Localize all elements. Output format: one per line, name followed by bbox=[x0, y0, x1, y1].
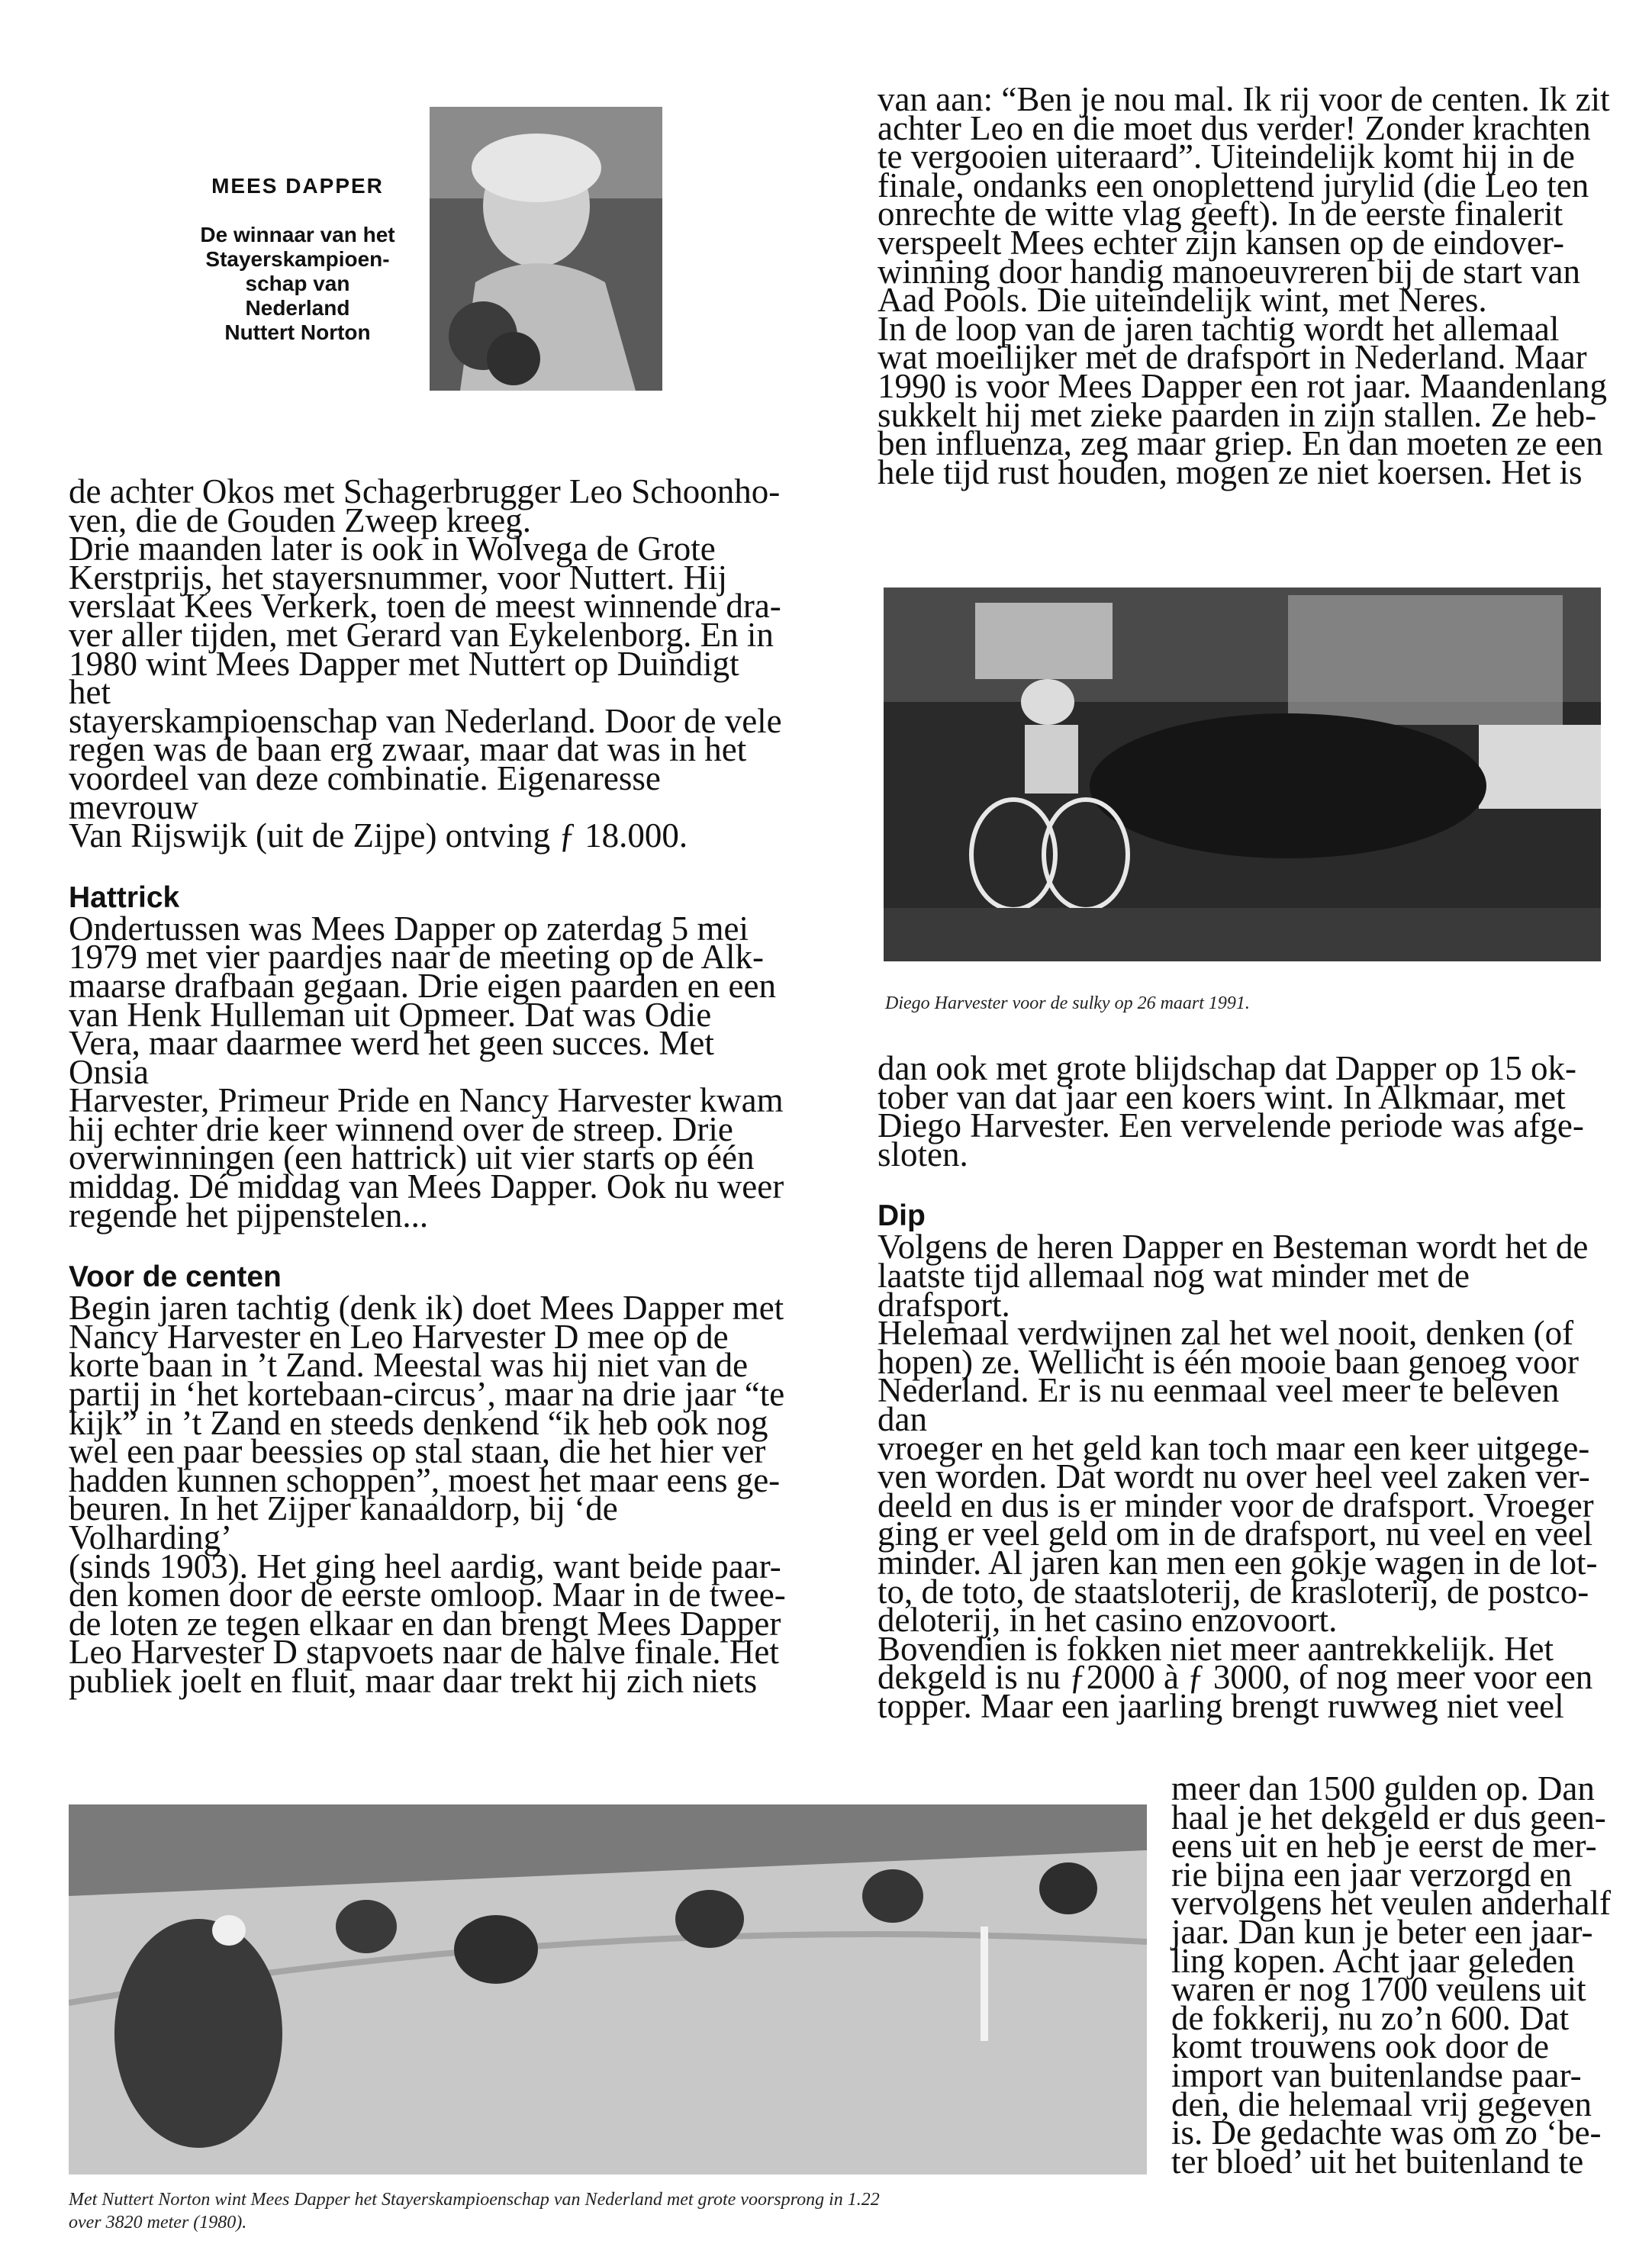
right-middle-paragraph: dan ook met grote blijdschap dat Dapper op 15 ok- tober van dat jaar een koers wint. In Alkmaar, met Diego Harvester. Een vervelende periode was afge- sloten. bbox=[878, 1049, 1584, 1173]
portrait-photo bbox=[430, 107, 662, 391]
race-photo-night-caption: Diego Harvester voor de sulky op 26 maart 1991. bbox=[885, 993, 1250, 1013]
right-column-bottom bbox=[878, 1049, 1610, 1725]
section-heading-hattrick: Hattrick bbox=[69, 880, 180, 914]
narrow-paragraph: meer dan 1500 gulden op. Dan haal je het dekgeld er dus geen- eens uit en heb je eerst de mer- rie bijna een jaar verzorgd en vervolgens het veulen anderhalf jaar. Dan kun je beter een jaar- ling kopen. Acht jaar geleden waren er nog 1700 veulens uit de fokkerij, nu zo’n 600. Dat komt trouwens ook door de import van buitenlandse paar- den, die helemaal vrij gegeven is. De gedachte was om zo ‘be- ter bloed’ uit het buitenland te bbox=[1171, 1769, 1612, 2181]
race-photo-night bbox=[884, 588, 1601, 961]
race-photo-day bbox=[69, 1804, 1147, 2175]
right-column-top bbox=[878, 80, 1610, 491]
race-photo-day-caption: Met Nuttert Norton wint Mees Dapper het Stayerskampioenschap van Nederland met grote voorsprong in 1.22 over 3820 meter (1980). bbox=[69, 2190, 880, 2233]
race-photo-day-caption-wrap bbox=[69, 2188, 1167, 2234]
dip-paragraph: Volgens de heren Dapper en Besteman wordt het de laatste tijd allemaal nog wat minder met de drafsport. Helemaal verdwijnen zal het wel nooit, denken (of hopen) ze. Wellicht is één mooie baan genoeg voor Nederland. Er is nu eenmaal veel meer te beleven dan vroeger en het geld kan toch maar een keer uitgege- ven worden. Dat wordt nu over heel veel zaken ver- deeld en dus is er minder voor de drafsport. Vroeger ging er veel geld om in de drafsport, nu veel en veel minder. Al jaren kan men een gokje wagen in de lot- to, de toto, de staatsloterij, de krasloterij, de postco- deloterij, in het casino enzovoort. Bovendien is fokken niet meer aantrekkelijk. Het dekgeld is nu ƒ2000 à ƒ 3000, of nog meer voor een topper. Maar een jaarling brengt ruwweg niet veel bbox=[878, 1228, 1598, 1725]
left-column bbox=[69, 472, 786, 1700]
inset-name: MEES DAPPER bbox=[211, 174, 384, 198]
section-heading-voor-de-centen: Voor de centen bbox=[69, 1260, 282, 1294]
intro-paragraph: de achter Okos met Schagerbrugger Leo Schoonho- ven, die de Gouden Zweep kreeg. Drie maanden later is ook in Wolvega de Grote Kerstprijs, het stayersnummer, voor Nuttert. Hij verslaat Kees Verkerk, toen de meest winnende dra- ver aller tijden, met Gerard van Eykelenborg. En in 1980 wint Mees Dapper met Nuttert op Duindigt het stayerskampioenschap van Nederland. Door de vele regen was de baan erg zwaar, maar dat was in het voordeel van deze combinatie. Eigenaresse mevrouw Van Rijswijk (uit de Zijpe) ontving ƒ 18.000. bbox=[69, 472, 782, 855]
race-photo-night-caption-wrap bbox=[885, 992, 1602, 1015]
inset-caption: De winnaar van het Stayerskampioen- schap van Nederland Nuttert Norton bbox=[200, 223, 395, 344]
right-column-narrow bbox=[1171, 1769, 1614, 2181]
voor-de-centen-paragraph: Begin jaren tachtig (denk ik) doet Mees Dapper met Nancy Harvester en Leo Harvester D mee op de korte baan in ’t Zand. Meestal was hij niet van de partij in ‘het kortebaan-circus’, maar na drie jaar “te kijk” in ’t Zand en steeds denkend “ik heb ook nog wel een paar beessies op stal staan, die het hier ver hadden kunnen schoppen”, moest het maar eens ge- beuren. In het Zijper kanaaldorp, bij ‘de Volharding’ (sinds 1903). Het ging heel aardig, want beide paar- den komen door de eerste omloop. Maar in de twee- de loten ze tegen elkaar en dan brengt Mees Dapper Leo Harvester D stapvoets naar de halve finale. Het publiek joelt en fluit, maar daar trekt hij zich niets bbox=[69, 1289, 786, 1700]
right-top-paragraph: van aan: “Ben je nou mal. Ik rij voor de centen. Ik zit achter Leo en die moet dus verder! Zonder krachten te vergooien uiteraard”. Uiteindelijk komt hij in de finale, ondanks een onoplettend jurylid (die Leo ten onrechte de witte vlag geeft). In de eerste finalerit verspeelt Mees echter zijn kansen op de eindover- winning door handig manoeuvreren bij de start van Aad Pools. Die uiteindelijk wint, met Neres. In de loop van de jaren tachtig wordt het allemaal wat moeilijker met de drafsport in Nederland. Maar 1990 is voor Mees Dapper een rot jaar. Maandenlang sukkelt hij met zieke paarden in zijn stallen. Ze heb- ben influenza, zeg maar griep. En dan moeten ze een hele tijd rust houden, mogen ze niet koersen. Het is bbox=[878, 80, 1610, 491]
section-heading-dip: Dip bbox=[878, 1199, 926, 1233]
inset-caption-block bbox=[176, 150, 420, 369]
hattrick-paragraph: Ondertussen was Mees Dapper op zaterdag 5 mei 1979 met vier paardjes naar de meeting op de Alk- maarse drafbaan gegaan. Drie eigen paarden en een van Henk Hulleman uit Opmeer. Dat was Odie Vera, maar daarmee werd het geen succes. Met Onsia Harvester, Primeur Pride en Nancy Harvester kwam hij echter drie keer winnend over de streep. Drie overwinningen (een hattrick) uit vier starts op één middag. Dé middag van Mees Dapper. Ook nu weer regende het pijpenstelen... bbox=[69, 909, 784, 1235]
